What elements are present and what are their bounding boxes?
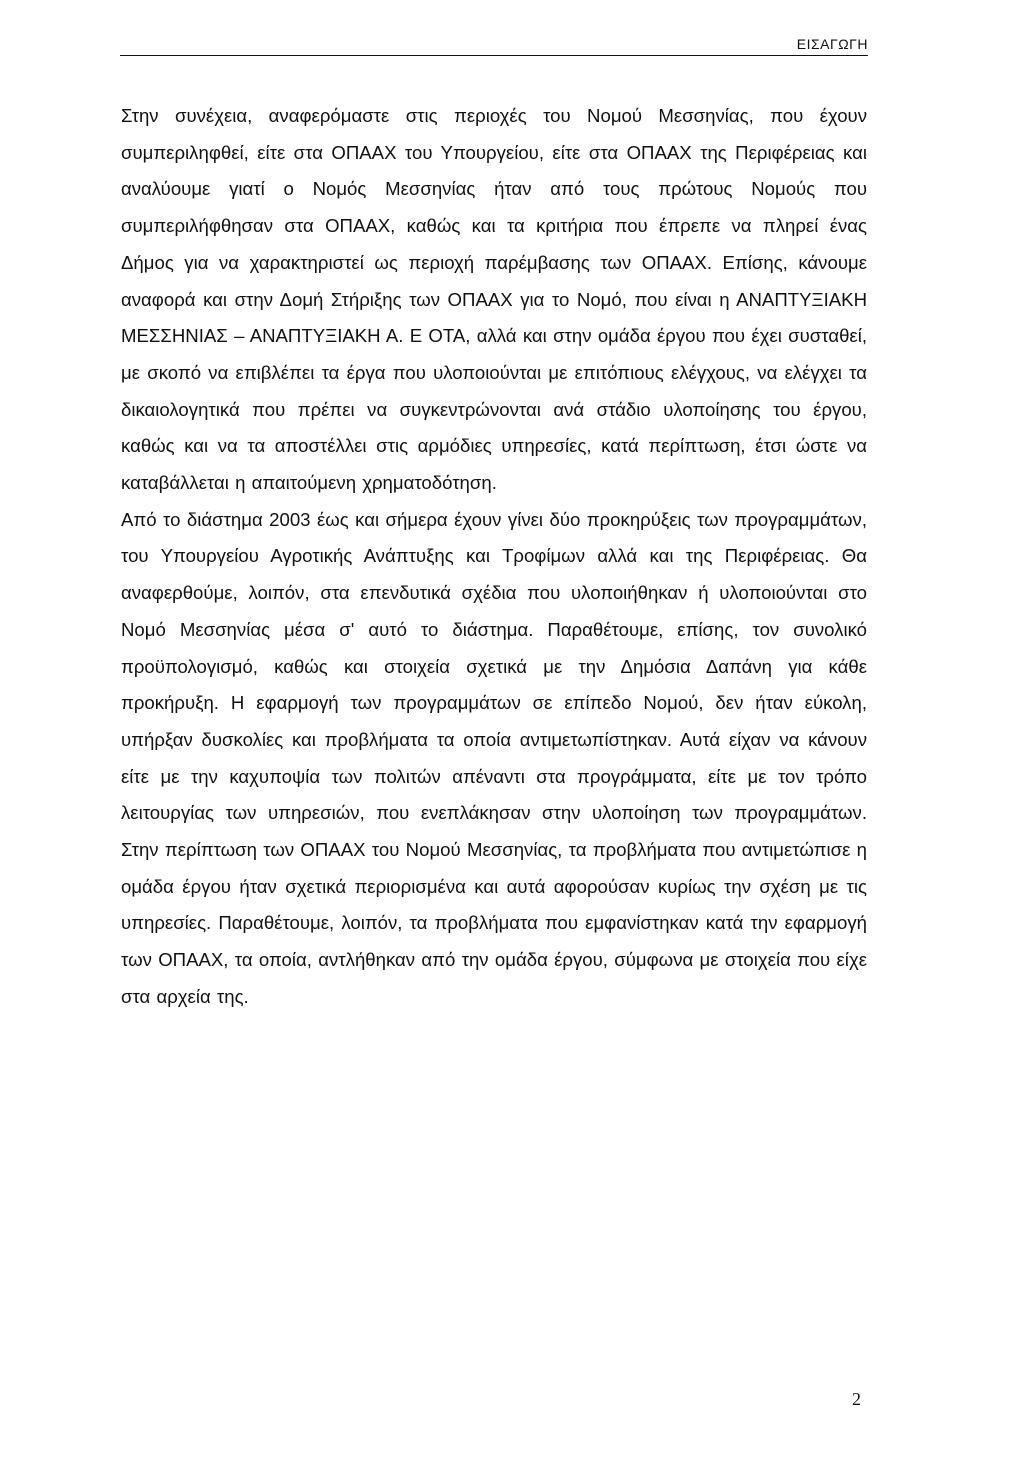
- paragraph-2: Από το διάστημα 2003 έως και σήμερα έχουν γίνει δύο προκηρύξεις των προγραμμάτων, του Υπουργείου Αγροτικής Ανάπτυξης και Τροφίμων αλλά και της Περιφέρειας. Θα αναφερθούμε, λοιπόν, στα επενδυτικά σχέδια που υλοποιήθηκαν ή υλοποιούνται στο Νομό Μεσσηνίας μέσα σ' αυτό το διάστημα. Παραθέτουμε, επίσης, τον συνολικό προϋπολογισμό, καθώς και στοιχεία σχετικά με την Δημόσια Δαπάνη για κάθε προκήρυξη. Η εφαρμογή των προγραμμάτων σε επίπεδο Νομού, δεν ήταν εύκολη, υπήρξαν δυσκολίες και προβλήματα τα οποία αντιμετωπίστηκαν. Αυτά είχαν να κάνουν είτε με την καχυποψία των πολιτών απέναντι στα προγράμματα, είτε με τον τρόπο λειτουργίας των υπηρεσιών, που ενεπλάκησαν στην υλοποίηση των προγραμμάτων. Στην περίπτωση των ΟΠΑΑΧ του Νομού Μεσσηνίας, τα προβλήματα που αντιμετώπισε η ομάδα έργου ήταν σχετικά περιορισμένα και αυτά αφορούσαν κυρίως την σχέση με τις υπηρεσίες. Παραθέτουμε, λοιπόν, τα προβλήματα που εμφανίστηκαν κατά την εφαρμογή των ΟΠΑΑΧ, τα οποία, αντλήθηκαν από την ομάδα έργου, σύμφωνα με στοιχεία που είχε στα αρχεία της.: [121, 508, 867, 1007]
- body-text: [121, 98, 867, 1016]
- page-number: 2: [852, 1389, 861, 1409]
- section-label: ΕΙΣΑΓΩΓΗ: [796, 36, 868, 52]
- header-rule: [120, 55, 868, 56]
- paragraph-1: Στην συνέχεια, αναφερόμαστε στις περιοχές του Νομού Μεσσηνίας, που έχουν συμπεριληφθεί, είτε στα ΟΠΑΑΧ του Υπουργείου, είτε στα ΟΠΑΑΧ της Περιφέρειας και αναλύουμε γιατί ο Νομός Μεσσηνίας ήταν από τους πρώτους Νομούς που συμπεριλήφθησαν στα ΟΠΑΑΧ, καθώς και τα κριτήρια που έπρεπε να πληρεί ένας Δήμος για να χαρακτηριστεί ως περιοχή παρέμβασης των ΟΠΑΑΧ. Επίσης, κάνουμε αναφορά και στην Δομή Στήριξης των ΟΠΑΑΧ για το Νομό, που είναι η ΑΝΑΠΤΥΞΙΑΚΗ ΜΕΣΣΗΝΙΑΣ – ΑΝΑΠΤΥΞΙΑΚΗ Α. Ε ΟΤΑ, αλλά και στην ομάδα έργου που έχει συσταθεί, με σκοπό να επιβλέπει τα έργα που υλοποιούνται με επιτόπιους ελέγχους, να ελέγχει τα δικαιολογητικά που πρέπει να συγκεντρώνονται ανά στάδιο υλοποίησης του έργου, καθώς και να τα αποστέλλει στις αρμόδιες υπηρεσίες, κατά περίπτωση, έτσι ώστε να καταβάλλεται η απαιτούμενη χρηματοδότηση.: [121, 105, 867, 494]
